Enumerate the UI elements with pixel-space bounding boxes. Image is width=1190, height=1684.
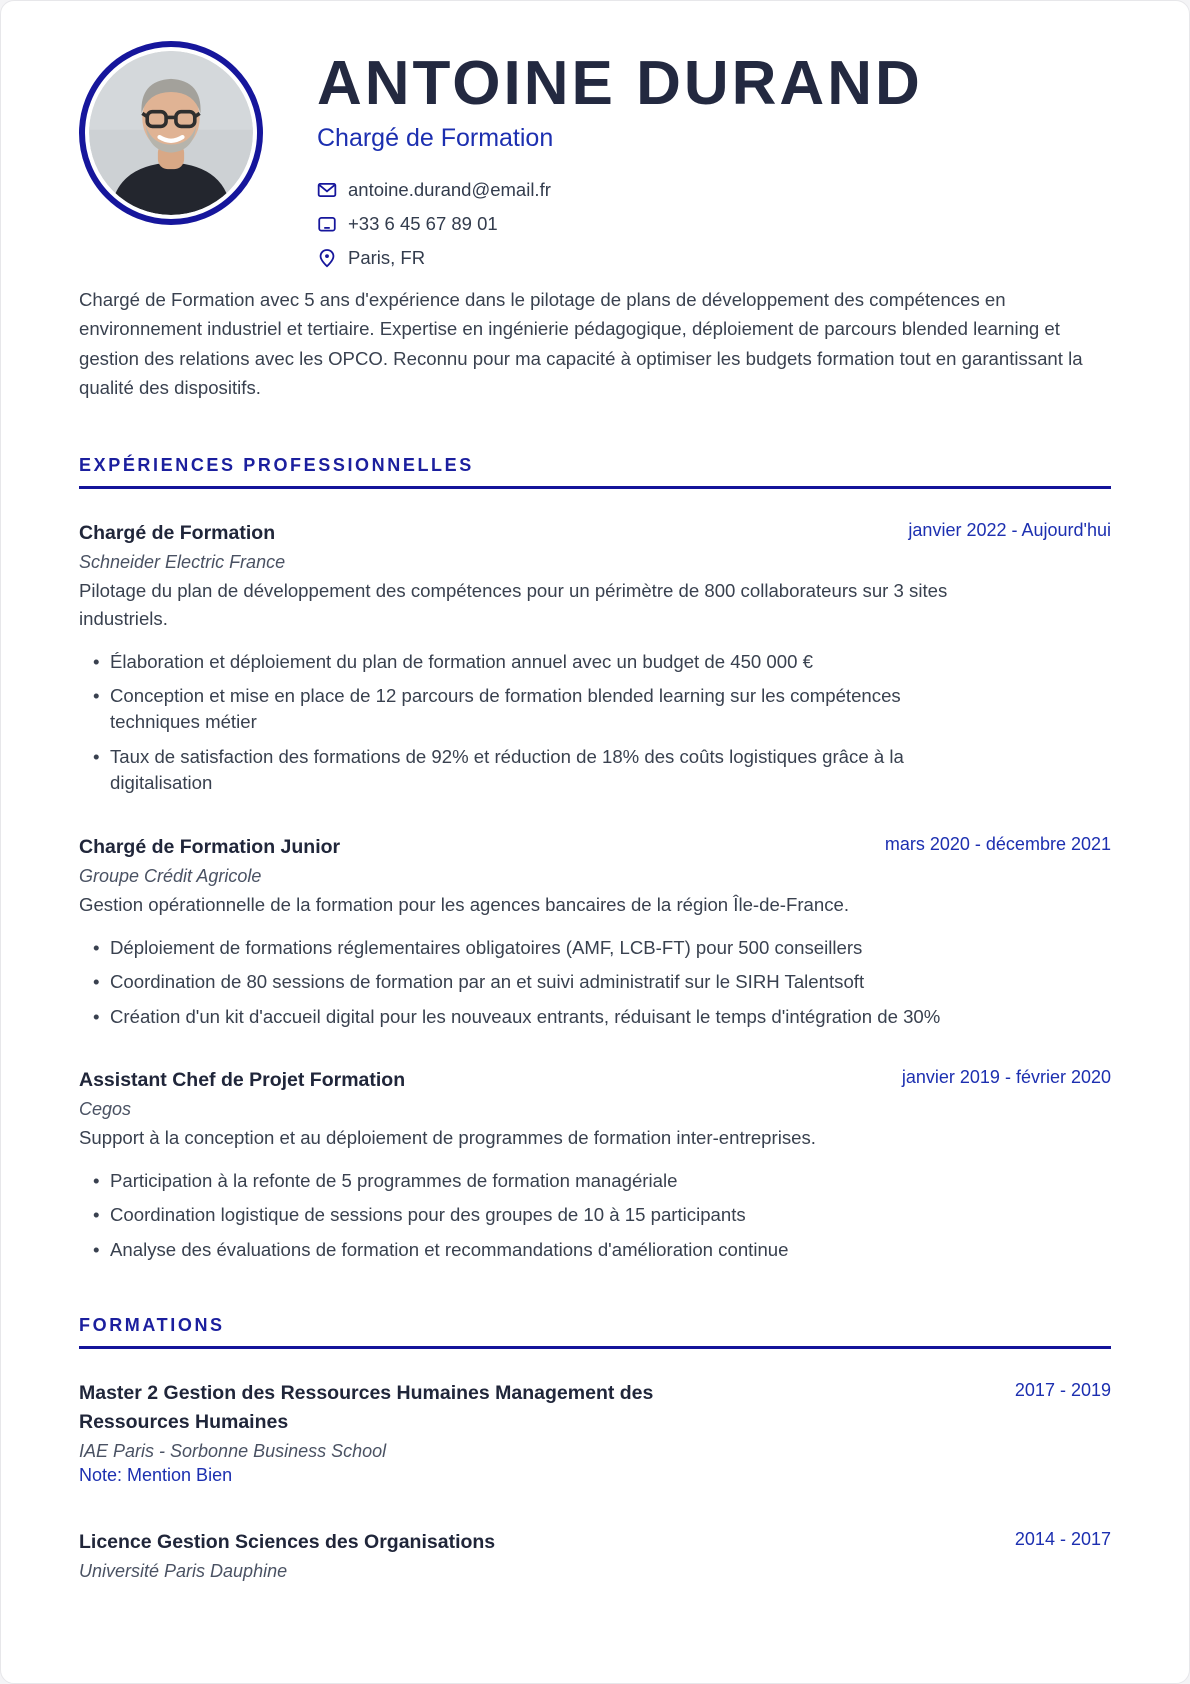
job-bullets [79,935,1111,1030]
job-bullet: • Analyse des évaluations de formation et recommandations d'amélioration continue [93,1237,993,1263]
email-icon [317,180,337,200]
degree-dates: 2017 - 2019 [1014,1380,1111,1401]
job-entry [79,519,1111,797]
degree-note: Note: Mention Bien [79,1464,233,1485]
section-divider [79,486,1111,489]
job-dates: mars 2020 - décembre 2021 [884,833,1111,854]
phone-icon [317,214,337,234]
contact-location [317,247,1111,269]
job-bullet: • Déploiement de formations réglementaires obligatoires (AMF, LCB-FT) pour 500 conseillers [93,935,993,961]
degree-dates: 2014 - 2017 [1014,1528,1111,1549]
avatar [79,41,263,225]
header [79,41,1111,269]
job-company: Cegos [79,1099,132,1120]
degree-school: IAE Paris - Sorbonne Business School [79,1440,387,1461]
job-title: Chargé de Formation Junior [79,835,341,858]
degree-title: Master 2 Gestion des Ressources Humaines Management des Ressources Humaines [79,1382,654,1433]
job-company: Groupe Crédit Agricole [79,865,262,886]
location-icon [317,248,337,268]
profile-summary: Chargé de Formation avec 5 ans d'expérience dans le pilotage de plans de développement des compétences en environnement industriel et tertiaire. Expertise en ingénierie pédagogique, déploiement de parcours blended learning et gestion des relations avec les OPCO. Reconnu pour ma capacité à optimiser les budgets formation tout en garantissant la qualité des dispositifs. [79,289,1083,399]
job-bullets [79,1168,1111,1263]
job-dates: janvier 2022 - Aujourd'hui [908,519,1111,540]
header-text-block [317,41,1111,269]
contact-phone [317,213,1111,235]
email-text: antoine.durand@email.fr [348,179,551,201]
person-name: ANTOINE DURAND [317,49,923,118]
phone-text: +33 6 45 67 89 01 [348,213,498,235]
profile-photo [89,51,253,215]
person-job-title: Chargé de Formation [317,124,554,153]
section-experience [79,455,1111,1264]
job-bullet: • Création d'un kit d'accueil digital pour les nouveaux entrants, réduisant le temps d'intégration de 30% [93,1004,993,1030]
job-bullet: • Élaboration et déploiement du plan de formation annuel avec un budget de 450 000 € [93,649,993,675]
section-education [79,1315,1111,1582]
job-bullets [79,649,1111,797]
education-entry [79,1379,1111,1486]
degree-title: Licence Gestion Sciences des Organisations [79,1530,496,1553]
section-divider [79,1346,1111,1349]
job-bullet: • Conception et mise en place de 12 parcours de formation blended learning sur les compétences techniques métier [93,683,993,736]
job-bullet: • Coordination logistique de sessions pour des groupes de 10 à 15 participants [93,1202,993,1228]
job-description: Support à la conception et au déploiement de programmes de formation inter-entreprises. [79,1127,816,1149]
job-title: Chargé de Formation [79,521,276,544]
job-description: Gestion opérationnelle de la formation pour les agences bancaires de la région Île-de-France. [79,893,850,915]
location-text: Paris, FR [348,247,426,269]
experience-section-title: EXPÉRIENCES PROFESSIONNELLES [79,454,474,475]
education-section-title: FORMATIONS [79,1315,225,1336]
contact-list [317,179,1111,269]
job-entry [79,1066,1111,1263]
job-dates: janvier 2019 - février 2020 [901,1066,1111,1087]
job-entry [79,833,1111,1030]
job-title: Assistant Chef de Projet Formation [79,1068,406,1091]
job-description: Pilotage du plan de développement des compétences pour un périmètre de 800 collaborateurs sur 3 sites industriels. [79,579,948,629]
job-company: Schneider Electric France [79,551,286,572]
degree-school: Université Paris Dauphine [79,1561,288,1582]
contact-email [317,179,1111,201]
education-entry [79,1528,1111,1582]
job-bullet: • Participation à la refonte de 5 programmes de formation managériale [93,1168,993,1194]
job-bullet: • Coordination de 80 sessions de formation par an et suivi administratif sur le SIRH Talentsoft [93,969,993,995]
job-bullet: • Taux de satisfaction des formations de 92% et réduction de 18% des coûts logistiques grâce à la digitalisation [93,744,993,797]
